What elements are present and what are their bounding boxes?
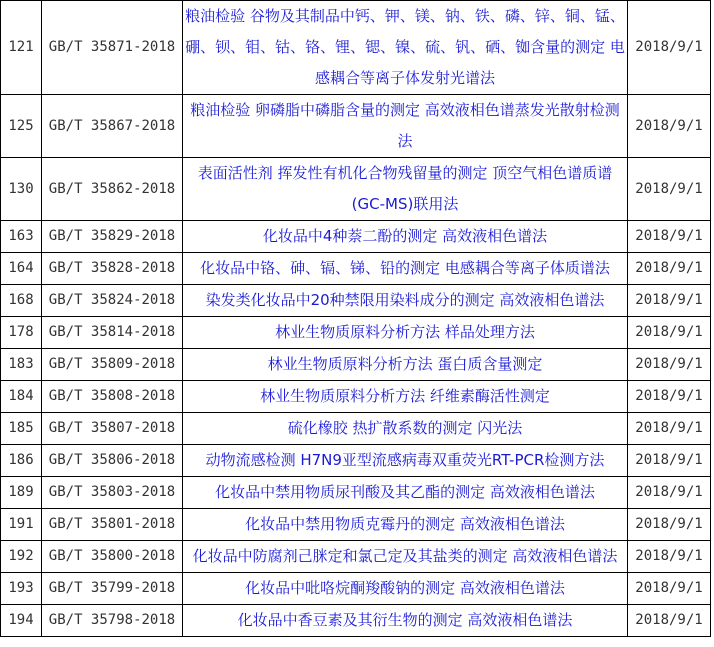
- standard-title-cell: [183, 477, 628, 509]
- row-number: 178: [1, 317, 42, 349]
- row-number: 194: [1, 605, 42, 637]
- table-row: [1, 317, 711, 349]
- table-row: [1, 285, 711, 317]
- standard-title-cell: [183, 605, 628, 637]
- implementation-date: 2018/9/1: [628, 509, 711, 541]
- standard-title-cell: [183, 285, 628, 317]
- implementation-date: 2018/9/1: [628, 1, 711, 95]
- standard-title-cell: [183, 221, 628, 253]
- standard-code: GB/T 35867-2018: [42, 95, 183, 158]
- row-number: 191: [1, 509, 42, 541]
- row-number: 168: [1, 285, 42, 317]
- table-row: [1, 95, 711, 158]
- implementation-date: 2018/9/1: [628, 573, 711, 605]
- implementation-date: 2018/9/1: [628, 317, 711, 349]
- standard-title-link[interactable]: 硫化橡胶 热扩散系数的测定 闪光法: [287, 419, 523, 437]
- implementation-date: 2018/9/1: [628, 253, 711, 285]
- row-number: 193: [1, 573, 42, 605]
- standard-code: GB/T 35829-2018: [42, 221, 183, 253]
- standard-title-link[interactable]: 表面活性剂 挥发性有机化合物残留量的测定 顶空气相色谱质谱(GC-MS)联用法: [197, 164, 613, 213]
- table-row: [1, 445, 711, 477]
- row-number: 185: [1, 413, 42, 445]
- standard-title-link[interactable]: 化妆品中香豆素及其衍生物的测定 高效液相色谱法: [237, 611, 573, 629]
- standard-title-link[interactable]: 动物流感检测 H7N9亚型流感病毒双重荧光RT-PCR检测方法: [205, 451, 605, 469]
- standards-table-body: [1, 1, 711, 637]
- standard-title-link[interactable]: 林业生物质原料分析方法 样品处理方法: [275, 323, 535, 341]
- standard-title-link[interactable]: 化妆品中禁用物质尿刊酸及其乙酯的测定 高效液相色谱法: [215, 483, 595, 501]
- table-row: [1, 253, 711, 285]
- implementation-date: 2018/9/1: [628, 95, 711, 158]
- standard-title-link[interactable]: 粮油检验 谷物及其制品中钙、钾、镁、钠、铁、磷、锌、铜、锰、硼、钡、钼、钴、铬、锂、锶、镍、硫、钒、硒、铷含量的测定 电感耦合等离子体发射光谱法: [185, 7, 625, 87]
- table-row: [1, 541, 711, 573]
- standard-title-cell: [183, 445, 628, 477]
- table-row: [1, 413, 711, 445]
- table-row: [1, 221, 711, 253]
- implementation-date: 2018/9/1: [628, 221, 711, 253]
- standard-title-cell: [183, 95, 628, 158]
- standard-title-cell: [183, 1, 628, 95]
- standard-title-link[interactable]: 林业生物质原料分析方法 纤维素酶活性测定: [260, 387, 550, 405]
- row-number: 186: [1, 445, 42, 477]
- table-row: [1, 509, 711, 541]
- implementation-date: 2018/9/1: [628, 285, 711, 317]
- table-row: [1, 381, 711, 413]
- standard-title-cell: [183, 509, 628, 541]
- standard-code: GB/T 35799-2018: [42, 573, 183, 605]
- implementation-date: 2018/9/1: [628, 445, 711, 477]
- standard-title-link[interactable]: 化妆品中吡咯烷酮羧酸钠的测定 高效液相色谱法: [245, 579, 565, 597]
- standard-code: GB/T 35798-2018: [42, 605, 183, 637]
- standard-code: GB/T 35806-2018: [42, 445, 183, 477]
- standard-code: GB/T 35862-2018: [42, 158, 183, 221]
- standard-title-cell: [183, 573, 628, 605]
- standard-code: GB/T 35801-2018: [42, 509, 183, 541]
- row-number: 125: [1, 95, 42, 158]
- row-number: 189: [1, 477, 42, 509]
- row-number: 192: [1, 541, 42, 573]
- standard-title-cell: [183, 317, 628, 349]
- row-number: 164: [1, 253, 42, 285]
- standard-title-link[interactable]: 化妆品中4种萘二酚的测定 高效液相色谱法: [262, 227, 548, 245]
- row-number: 183: [1, 349, 42, 381]
- standard-code: GB/T 35824-2018: [42, 285, 183, 317]
- row-number: 184: [1, 381, 42, 413]
- standard-title-cell: [183, 381, 628, 413]
- standard-code: GB/T 35800-2018: [42, 541, 183, 573]
- standard-code: GB/T 35871-2018: [42, 1, 183, 95]
- table-row: [1, 1, 711, 95]
- standard-code: GB/T 35828-2018: [42, 253, 183, 285]
- table-row: [1, 573, 711, 605]
- standard-title-cell: [183, 253, 628, 285]
- standard-code: GB/T 35809-2018: [42, 349, 183, 381]
- standard-code: GB/T 35814-2018: [42, 317, 183, 349]
- standard-title-link[interactable]: 化妆品中铬、砷、镉、锑、铅的测定 电感耦合等离子体质谱法: [200, 259, 610, 277]
- standard-code: GB/T 35808-2018: [42, 381, 183, 413]
- standard-title-link[interactable]: 粮油检验 卵磷脂中磷脂含量的测定 高效液相色谱蒸发光散射检测法: [190, 101, 620, 150]
- implementation-date: 2018/9/1: [628, 541, 711, 573]
- implementation-date: 2018/9/1: [628, 349, 711, 381]
- standard-title-link[interactable]: 染发类化妆品中20种禁限用染料成分的测定 高效液相色谱法: [205, 291, 605, 309]
- standard-title-cell: [183, 158, 628, 221]
- standard-title-cell: [183, 349, 628, 381]
- standard-title-link[interactable]: 林业生物质原料分析方法 蛋白质含量测定: [267, 355, 543, 373]
- implementation-date: 2018/9/1: [628, 477, 711, 509]
- implementation-date: 2018/9/1: [628, 413, 711, 445]
- standard-title-link[interactable]: 化妆品中防腐剂己脒定和氯己定及其盐类的测定 高效液相色谱法: [192, 547, 618, 565]
- table-row: [1, 477, 711, 509]
- standard-code: GB/T 35807-2018: [42, 413, 183, 445]
- table-row: [1, 349, 711, 381]
- table-row: [1, 158, 711, 221]
- standard-title-cell: [183, 413, 628, 445]
- standard-title-cell: [183, 541, 628, 573]
- implementation-date: 2018/9/1: [628, 381, 711, 413]
- row-number: 121: [1, 1, 42, 95]
- implementation-date: 2018/9/1: [628, 158, 711, 221]
- row-number: 163: [1, 221, 42, 253]
- implementation-date: 2018/9/1: [628, 605, 711, 637]
- table-row: [1, 605, 711, 637]
- standard-code: GB/T 35803-2018: [42, 477, 183, 509]
- row-number: 130: [1, 158, 42, 221]
- standard-title-link[interactable]: 化妆品中禁用物质克霉丹的测定 高效液相色谱法: [245, 515, 565, 533]
